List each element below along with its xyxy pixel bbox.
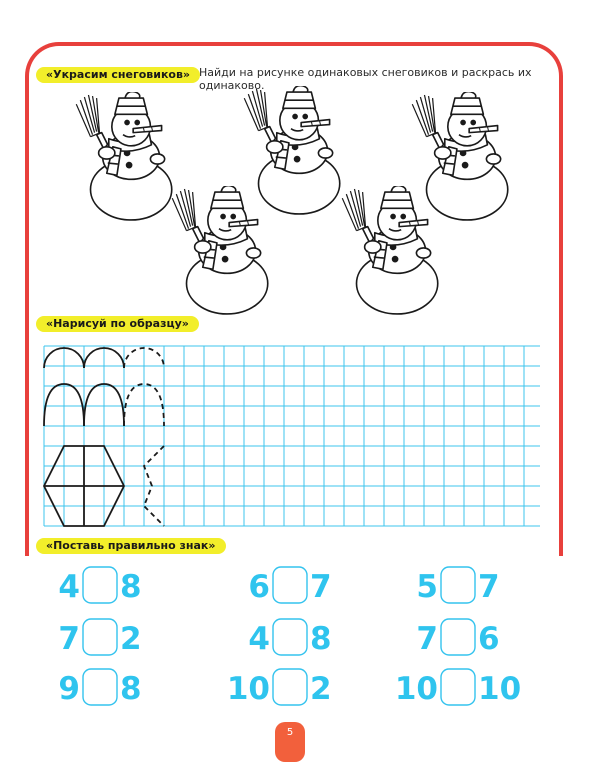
comparison-exercises <box>0 560 600 720</box>
right-number: 8 <box>310 621 332 657</box>
right-number: 6 <box>478 621 500 657</box>
answer-box[interactable] <box>83 669 117 705</box>
left-number: 10 <box>394 671 438 707</box>
right-number: 2 <box>120 621 142 657</box>
answer-box[interactable] <box>273 567 307 603</box>
right-number: 8 <box>120 569 142 605</box>
left-number: 9 <box>58 671 80 707</box>
right-number: 2 <box>310 671 332 707</box>
left-number: 4 <box>248 621 270 657</box>
right-number: 7 <box>310 569 332 605</box>
answer-box[interactable] <box>273 619 307 655</box>
answer-box[interactable] <box>83 619 117 655</box>
section-title-snowmen: «Украсим снеговиков» <box>36 67 200 83</box>
answer-box[interactable] <box>441 567 475 603</box>
right-number: 7 <box>478 569 500 605</box>
left-number: 10 <box>226 671 270 707</box>
section-title-draw: «Нарисуй по образцу» <box>36 316 199 332</box>
drawing-grid[interactable] <box>40 344 540 536</box>
left-number: 5 <box>416 569 438 605</box>
section-title-compare: «Поставь правильно знак» <box>36 538 226 554</box>
answer-box[interactable] <box>273 669 307 705</box>
answer-box[interactable] <box>83 567 117 603</box>
snowman-illustration-4 <box>164 186 274 316</box>
snowman-illustration-5 <box>334 186 444 316</box>
snowman-illustration-1 <box>68 92 178 222</box>
instruction-text: Найди на рисунке одинаковых снеговиков и раскрась их одинаково. <box>199 66 532 92</box>
right-number: 8 <box>120 671 142 707</box>
answer-box[interactable] <box>441 619 475 655</box>
left-number: 6 <box>248 569 270 605</box>
page-number: 5 <box>275 722 305 762</box>
left-number: 7 <box>416 621 438 657</box>
right-number: 10 <box>478 671 522 707</box>
left-number: 4 <box>58 569 80 605</box>
answer-box[interactable] <box>441 669 475 705</box>
left-number: 7 <box>58 621 80 657</box>
